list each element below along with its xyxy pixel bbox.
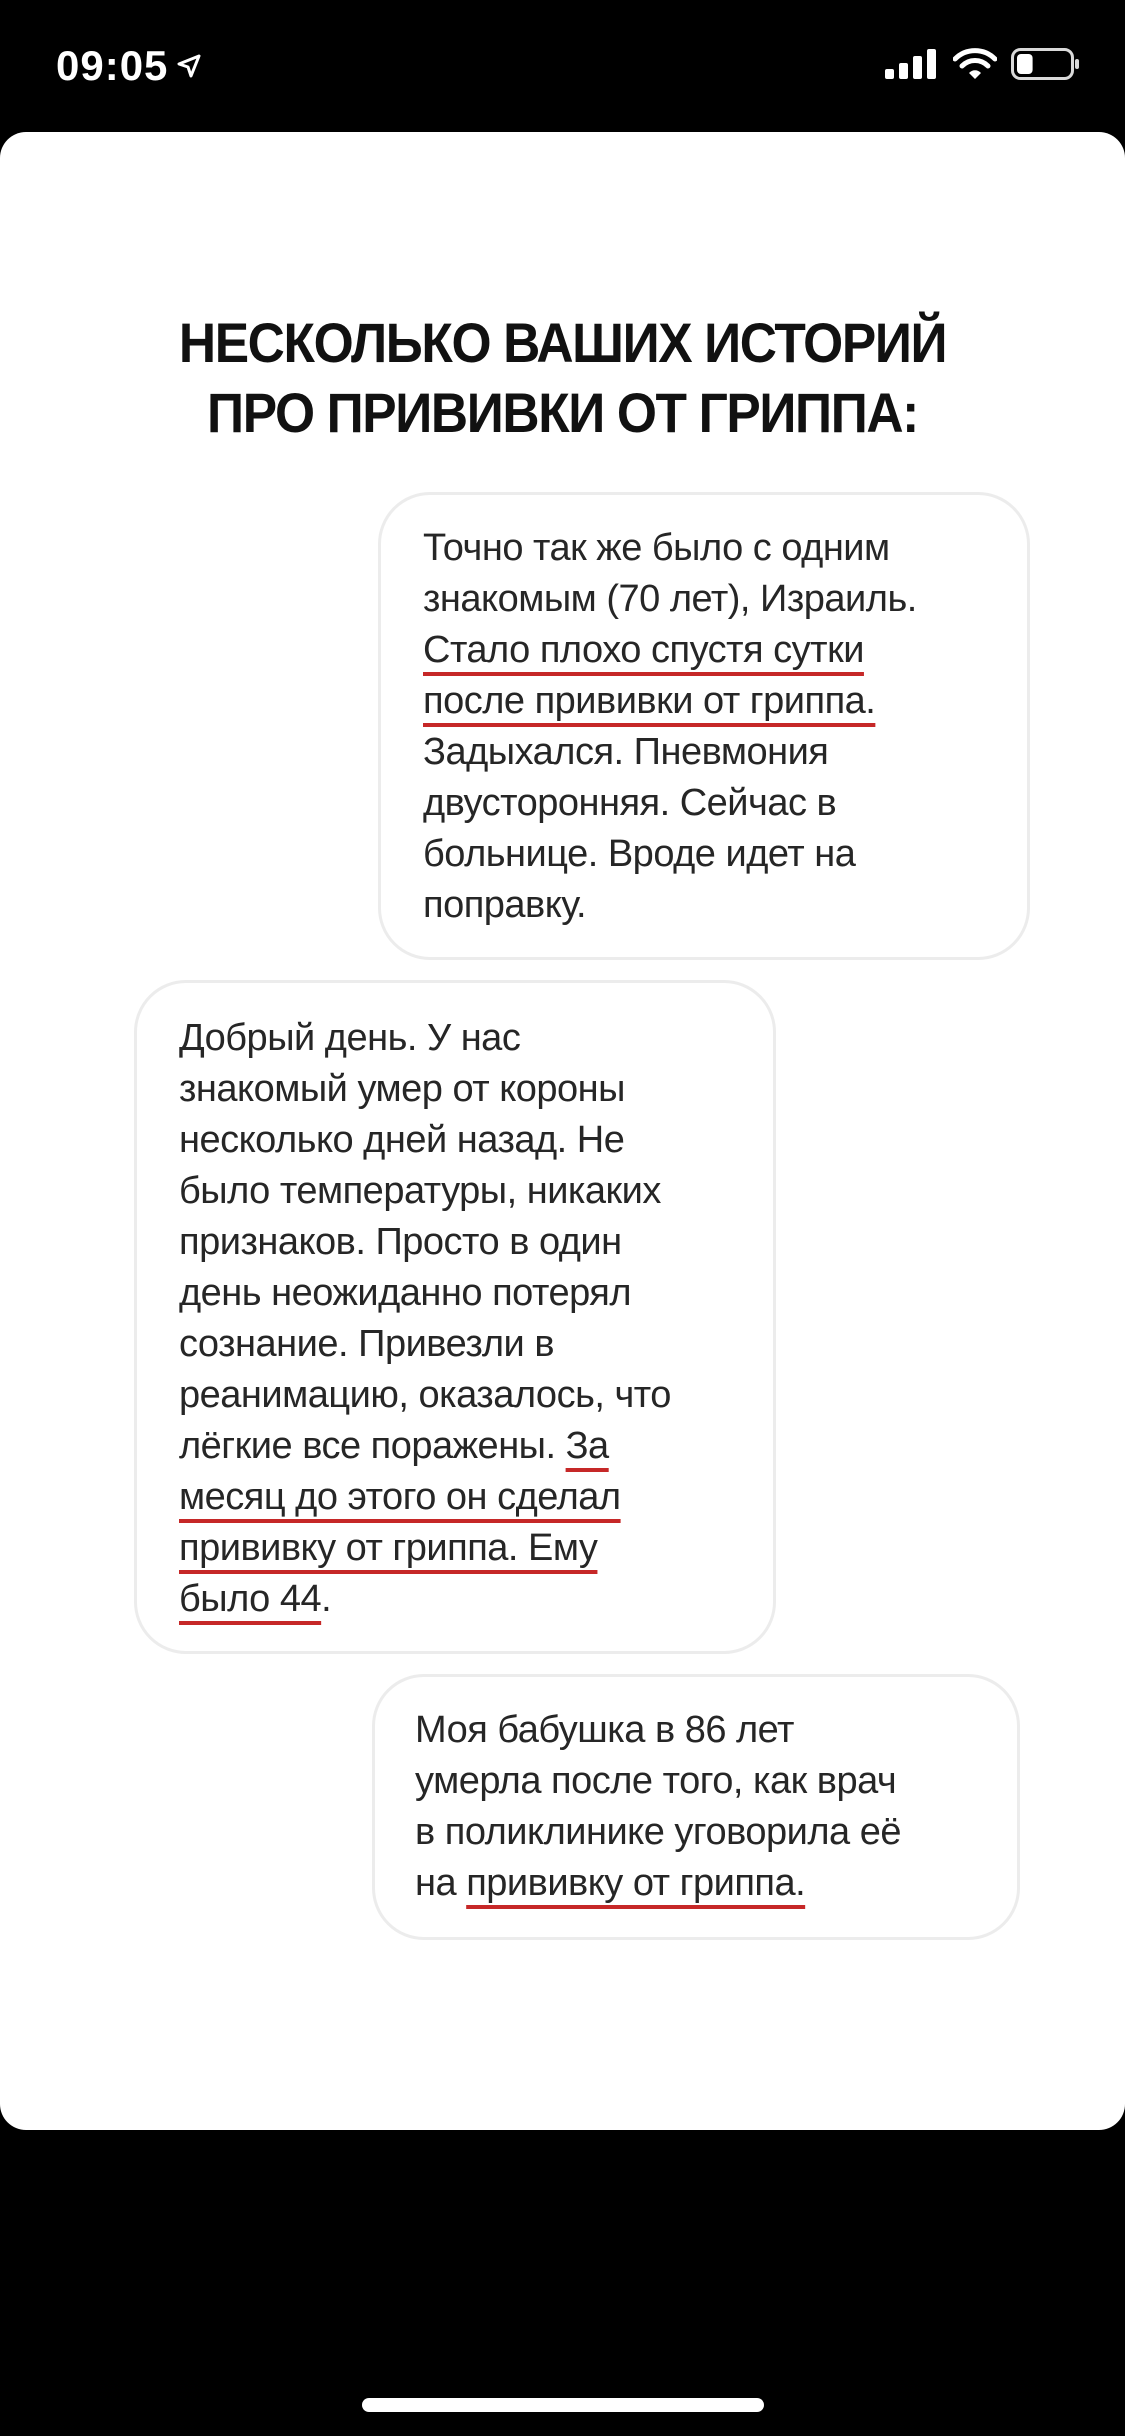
post-title-line: НЕСКОЛЬКО ВАШИХ ИСТОРИЙ [178,311,947,374]
story-line [423,523,1027,574]
post-title [0,308,1125,448]
story-line [179,1574,773,1625]
story-text: знакомый умер от короны [179,1068,625,1110]
story-text: Точно так же было с одним [423,527,890,569]
story-text: признаков. Просто в один [179,1221,622,1263]
story-text: знакомым (70 лет), Израиль. [423,578,917,620]
story-text: реанимацию, оказалось, что [179,1374,671,1416]
story-line [423,727,1027,778]
story-text: умерла после того, как врач [415,1760,897,1802]
story-line [415,1807,1017,1858]
story-line [423,778,1027,829]
story-line [179,1217,773,1268]
story-line [179,1115,773,1166]
story-text-underlined: прививку от гриппа. [466,1862,806,1904]
story-line [179,1319,773,1370]
story-line [423,880,1027,931]
story-line [179,1064,773,1115]
story-text: было температуры, никаких [179,1170,661,1212]
story-line [423,625,1027,676]
story-line [179,1370,773,1421]
status-icons [885,48,1081,85]
story-text: Моя бабушка в 86 лет [415,1709,794,1751]
story-text: двусторонняя. Сейчас в [423,782,837,824]
story-line [415,1756,1017,1807]
story-line [423,829,1027,880]
story-text-underlined: было 44 [179,1578,322,1620]
story-line [415,1858,1017,1909]
story-text: несколько дней назад. Не [179,1119,625,1161]
signal-bars-icon [885,49,939,84]
post-title-line: ПРО ПРИВИВКИ ОТ ГРИППА: [207,381,918,444]
wifi-icon [953,48,997,85]
status-bar [0,0,1125,130]
story-text-underlined: прививку от гриппа. Ему [179,1527,598,1569]
story-text: день неожиданно потерял [179,1272,632,1314]
story-line [179,1472,773,1523]
story-text: Задыхался. Пневмония [423,731,829,773]
home-indicator[interactable] [362,2398,764,2412]
story-bubble [378,492,1030,960]
story-bubble [134,980,776,1654]
story-line [179,1268,773,1319]
story-text: поправку. [423,884,587,926]
story-card [0,132,1125,2130]
story-text: в поликлинике уговорила её [415,1811,901,1853]
location-arrow-icon [176,53,202,79]
story-line [179,1523,773,1574]
story-line [179,1013,773,1064]
battery-icon [1011,48,1081,85]
story-text: . [321,1578,332,1620]
story-text-underlined: месяц до этого он сделал [179,1476,621,1518]
story-text: Добрый день. У нас [179,1017,521,1059]
status-time-group [56,42,202,90]
story-bubble [372,1674,1020,1940]
story-line [179,1166,773,1217]
story-line [179,1421,773,1472]
story-text: лёгкие все поражены. [179,1425,566,1467]
story-text-underlined: Стало плохо спустя сутки [423,629,864,671]
status-time: 09:05 [56,42,169,89]
story-line [415,1705,1017,1756]
story-text: сознание. Привезли в [179,1323,555,1365]
story-text-underlined: За [565,1425,609,1467]
story-line [423,574,1027,625]
story-text: больнице. Вроде идет на [423,833,856,875]
story-text-underlined: после прививки от гриппа. [423,680,876,722]
story-text: на [415,1862,467,1904]
story-line [423,676,1027,727]
